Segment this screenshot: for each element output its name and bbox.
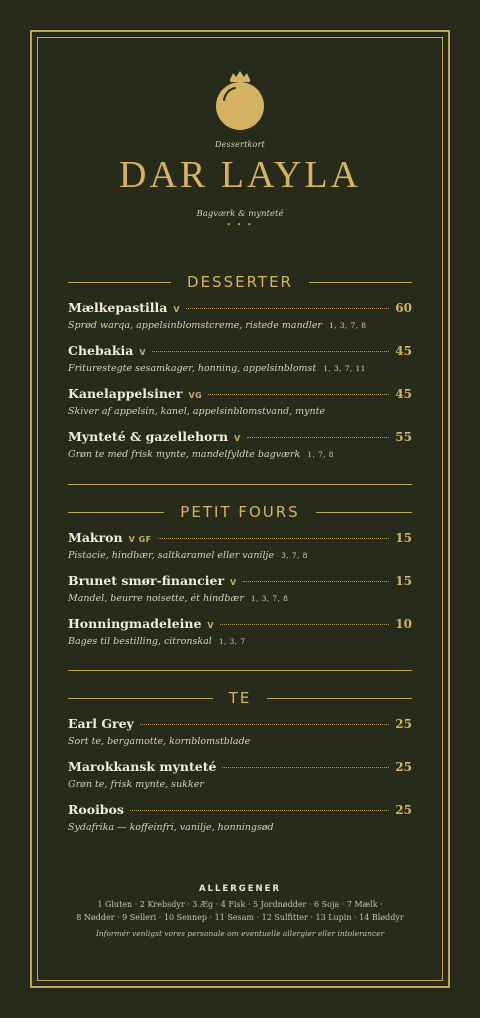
diet-tag: V GF [128,535,152,544]
ornament-dots: • • • [226,221,254,229]
item-name: Earl Grey [68,716,134,731]
allergen-numbers: 3, 7, 8 [281,551,308,560]
menu-item [68,616,412,647]
item-description: Skiver af appelsin, kanel, appelsinblomstvand, mynte [68,406,326,417]
item-description: Bages til bestilling, citronskal [68,636,212,647]
item-price: 25 [395,803,412,817]
menu-item [68,343,412,374]
diet-tag: V [139,348,147,357]
section-divider [68,484,412,485]
diet-tag: V [207,621,215,630]
dot-leader [208,393,389,395]
allergen-heading: ALLERGENER [198,884,281,894]
dot-leader [130,809,389,811]
restaurant-name: DAR LAYLA [119,154,361,196]
item-price: 45 [395,387,412,401]
menu-subtitle: Dessertkort [214,140,266,149]
section-heading [68,272,412,292]
item-description: Sprød warqa, appelsinblomstcreme, ristede mandler [68,320,322,331]
menu-item [68,429,412,460]
dot-leader [140,723,390,725]
item-description: Sydafrika — koffeinfri, vanilje, honningsød [68,822,274,833]
item-description: Pistacie, hindbær, saltkaramel eller vanilje [68,550,275,561]
menu-item [68,802,412,833]
item-name: Honningmadeleine [68,616,202,631]
item-name: Makron [68,530,123,545]
menu-item [68,716,412,747]
item-price: 60 [395,301,412,315]
item-description: Mandel, beurre noisette, ét hindbær [68,593,244,604]
item-price: 15 [395,531,412,545]
section-title: TE [228,689,252,707]
dot-leader [158,537,390,539]
menu-item [68,759,412,790]
allergen-numbers: 1, 3, 7, 8 [328,321,367,330]
dot-leader [186,307,389,309]
section-title: DESSERTER [187,273,293,291]
section-heading [68,688,412,708]
item-price: 15 [395,574,412,588]
diet-tag: VG [188,391,203,400]
item-price: 10 [395,617,412,631]
tagline: Bagværk & mynteté [196,209,284,219]
allergen-list-line-2: 8 Nødder · 9 Selleri · 10 Sennep · 11 Sesam · 12 Sulfitter · 13 Lupin · 14 Bløddyr [76,913,404,922]
section-desserter [68,272,412,460]
diet-tag: V [173,305,181,314]
dot-leader [220,623,389,625]
diet-tag: V [230,578,237,587]
menu-item [68,386,412,417]
item-description: Grøn te med frisk mynte, mandelfyldte bagværk [68,449,301,460]
menu-item [68,300,412,331]
item-price: 55 [395,430,412,444]
section-petit-fours [68,502,412,647]
dot-leader [243,580,390,582]
pomegranate-crown-icon [205,66,275,132]
item-price: 25 [395,760,412,774]
item-name: Mælkepastilla [68,300,168,315]
item-name: Chebakia [68,343,134,358]
allergen-note: Informér venligst vores personale om eventuelle allergier eller intolerancer [95,929,385,938]
item-description: Friturestegte sesamkager, honning, appelsinblomst [68,363,317,374]
allergen-numbers: 1, 3, 7 [218,637,246,646]
dot-leader [152,350,389,352]
menu-item [68,573,412,604]
allergen-numbers: 1, 7, 8 [307,450,334,459]
section-heading [68,502,412,522]
section-divider [68,670,412,671]
item-name: Rooibos [68,802,124,817]
dot-leader [222,766,389,768]
item-name: Marokkansk mynteté [68,759,217,774]
allergen-legend [40,884,440,938]
section-title: PETIT FOURS [180,503,300,521]
item-name: Brunet smør-financier [68,573,225,588]
allergen-numbers: 1, 3, 7, 8 [250,594,289,603]
item-description: Sort te, bergamotte, kornblomstblade [68,736,251,747]
item-price: 25 [395,717,412,731]
allergen-list-line-1: 1 Gluten · 2 Krebsdyr · 3 Æg · 4 Fisk · 5 Jordnødder · 6 Soja · 7 Mælk · [97,900,383,909]
item-name: Kanelappelsiner [68,386,183,401]
section-te [68,688,412,833]
allergen-numbers: 1, 3, 7, 11 [323,364,366,373]
menu-header [0,66,480,229]
dot-leader [247,436,390,438]
item-name: Mynteté & gazellehorn [68,429,229,444]
item-price: 45 [395,344,412,358]
item-description: Grøn te, frisk mynte, sukker [68,779,204,790]
menu-item [68,530,412,561]
diet-tag: V [234,434,241,443]
